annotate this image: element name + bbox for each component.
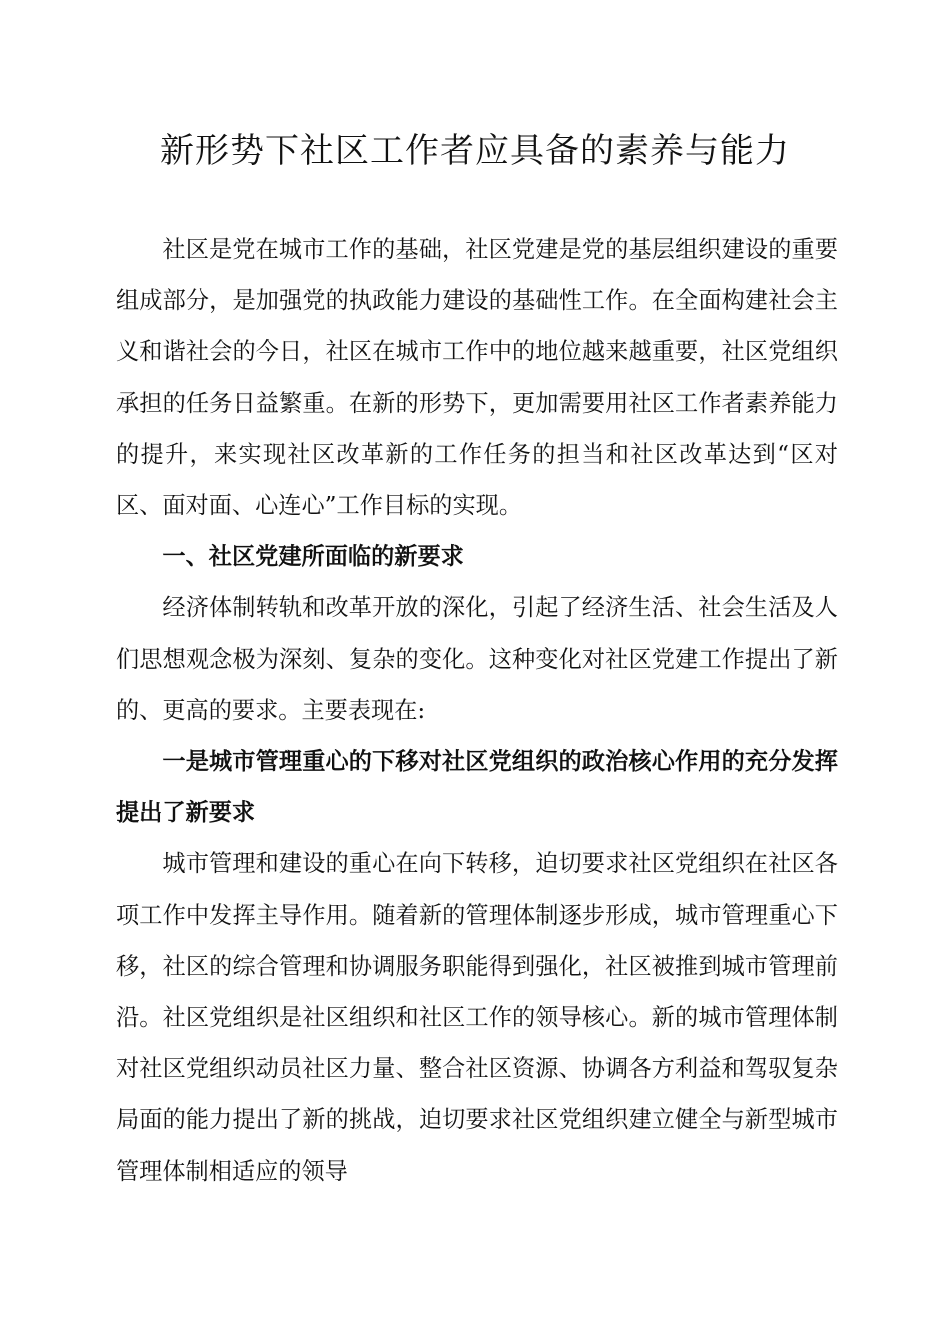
section-heading-1: 一、社区党建所面临的新要求	[162, 543, 464, 571]
subheading-point-1: 一是城市管理重心的下移对社区党组织的政治核心作用的充分发挥提出了新要求	[116, 748, 838, 827]
paragraph-section-1-intro: 经济体制转轨和改革开放的深化，引起了经济生活、社会生活及人们思想观念极为深刻、复杂的变化。这种变化对社区党建工作提出了新的、更高的要求。主要表现在:	[116, 594, 838, 724]
paragraph-intro: 社区是党在城市工作的基础，社区党建是党的基层组织建设的重要组成部分，是加强党的执政能力建设的基础性工作。在全面构建社会主义和谐社会的今日，社区在城市工作中的地位越来越重要，社区党组织承担的任务日益繁重。在新的形势下，更加需要用社区工作者素养能力的提升，来实现社区改革新的工作任务的担当和社区改革达到“区对区、面对面、心连心”工作目标的实现。	[116, 236, 838, 520]
paragraph-point-1: 城市管理和建设的重心在向下转移，迫切要求社区党组织在社区各项工作中发挥主导作用。随着新的管理体制逐步形成，城市管理重心下移，社区的综合管理和协调服务职能得到强化，社区被推到城市管理前沿。社区党组织是社区组织和社区工作的领导核心。新的城市管理体制对社区党组织动员社区力量、整合社区资源、协调各方利益和驾驭复杂局面的能力提出了新的挑战，迫切要求社区党组织建立健全与新型城市管理体制相适应的领导	[116, 850, 838, 1185]
document-title: 新形势下社区工作者应具备的素养与能力	[160, 131, 790, 171]
document-body	[116, 224, 838, 1197]
